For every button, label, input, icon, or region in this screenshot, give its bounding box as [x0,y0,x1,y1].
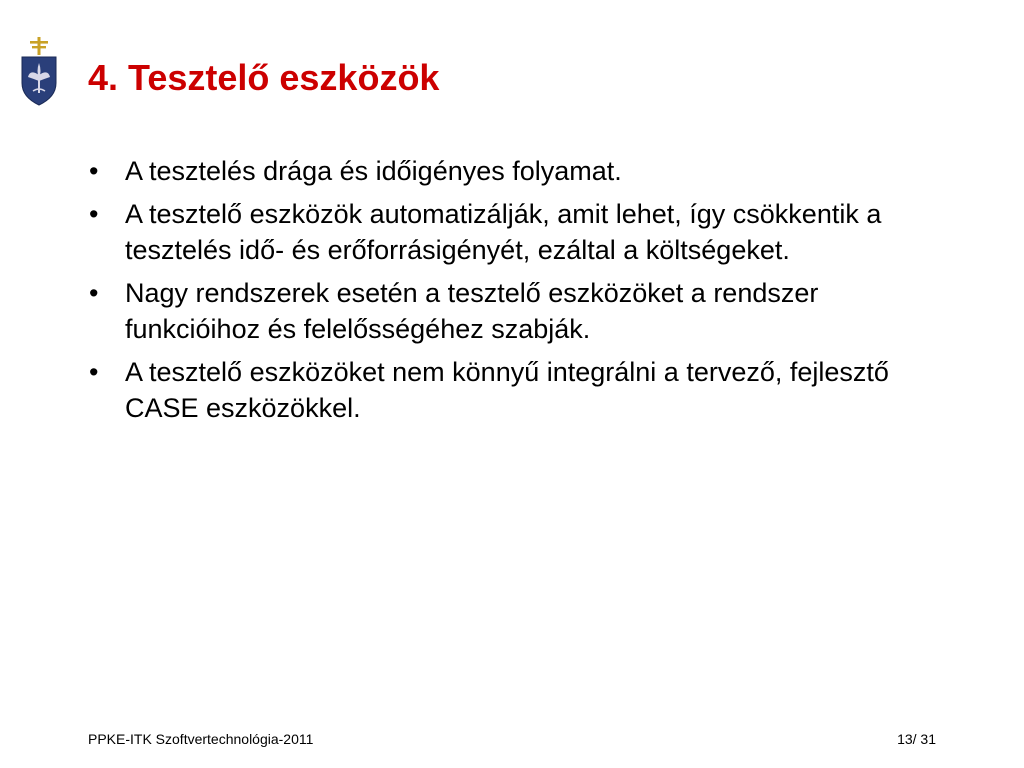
bullet-icon: • [89,156,99,186]
list-item [88,275,918,347]
bullet-icon: • [89,278,99,308]
footer-course: PPKE-ITK Szoftvertechnológia-2011 [88,731,314,747]
bullet-icon: • [89,357,99,387]
list-item [88,354,918,426]
bullet-icon: • [89,199,99,229]
university-crest-icon [16,35,62,115]
bullet-text: A tesztelő eszközöket nem könnyű integrálni a tervező, fejlesztő CASE eszközökkel. [125,357,889,423]
list-item [88,153,918,189]
bullet-text: Nagy rendszerek esetén a tesztelő eszközöket a rendszer funkcióihoz és felelősségéhez szabják. [125,278,819,344]
list-item [88,196,918,268]
bullet-text: A tesztelés drága és időigényes folyamat. [125,156,622,186]
slide-title: 4. Tesztelő eszközök [88,57,440,98]
footer-page-number: 13/ 31 [897,731,936,747]
bullet-text: A tesztelő eszközök automatizálják, amit lehet, így csökkentik a tesztelés idő- és erőforrásigényét, ezáltal a költségeket. [125,199,882,265]
bullet-list [88,153,918,433]
